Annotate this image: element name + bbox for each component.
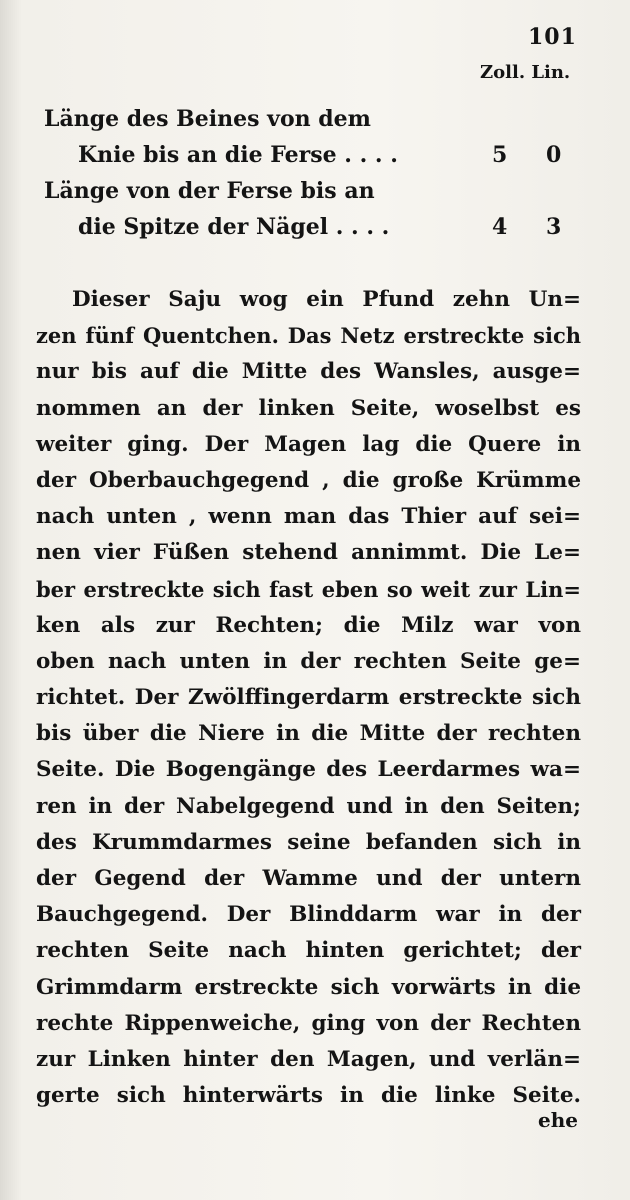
text-line: gerte sich hinterwärts in die linke Seite. [36, 1083, 581, 1109]
page-number: 101 [528, 24, 577, 50]
measurement-linien: 3 [546, 214, 562, 240]
measurement-linien: 0 [546, 142, 562, 168]
measurement-line: Länge von der Ferse bis an [44, 178, 375, 204]
text-line: zen fünf Quentchen. Das Netz erstreckte sich [36, 323, 581, 349]
text-line: ken als zur Rechten; die Milz war von [36, 612, 581, 638]
measurement-line: die Spitze der Nägel . . . . [78, 214, 390, 240]
text-line: ber erstreckte sich fast eben so weit zur Lin= [36, 576, 581, 602]
units-header: Zoll. Lin. [480, 62, 571, 83]
text-line: rechte Rippenweiche, ging von der Rechten [36, 1010, 581, 1036]
text-line: ren in der Nabelgegend und in den Seiten; [36, 793, 581, 819]
text-line: oben nach unten in der rechten Seite ge= [36, 648, 581, 674]
text-line: nach unten , wenn man das Thier auf sei= [36, 504, 581, 530]
text-line: Seite. Die Bogengänge des Leerdarmes wa= [36, 757, 581, 783]
text-line: der Gegend der Wamme und der untern [36, 866, 581, 891]
text-line: weiter ging. Der Magen lag die Quere in [36, 431, 581, 457]
measurement-line: Länge des Beines von dem [44, 106, 371, 132]
text-line: rechten Seite nach hinten gerichtet; der [36, 938, 581, 964]
catchword: ehe [538, 1108, 578, 1132]
text-line: des Krummdarmes seine befanden sich in [36, 829, 581, 855]
body-paragraph [36, 282, 581, 1114]
text-line: richtet. Der Zwölffingerdarm erstreckte sich [36, 685, 581, 711]
measurement-zoll: 4 [492, 214, 508, 240]
text-line: bis über die Niere in die Mitte der rechten [36, 721, 581, 747]
measurement-line: Knie bis an die Ferse . . . . [78, 142, 398, 168]
text-line: Dieser Saju wog ein Pfund zehn Un= [72, 287, 581, 312]
text-line: nur bis auf die Mitte des Wansles, ausge= [36, 359, 581, 385]
text-line: der Oberbauchgegend , die große Krümme [36, 467, 581, 493]
text-line: nen vier Füßen stehend annimmt. Die Le= [36, 540, 581, 566]
text-line: Grimmdarm erstreckte sich vorwärts in die [36, 974, 581, 1000]
text-line: zur Linken hinter den Magen, und verlän= [36, 1046, 581, 1072]
measurement-zoll: 5 [492, 142, 508, 168]
text-line: nommen an der linken Seite, woselbst es [36, 395, 581, 421]
text-line: Bauchgegend. Der Blinddarm war in der [36, 902, 581, 928]
